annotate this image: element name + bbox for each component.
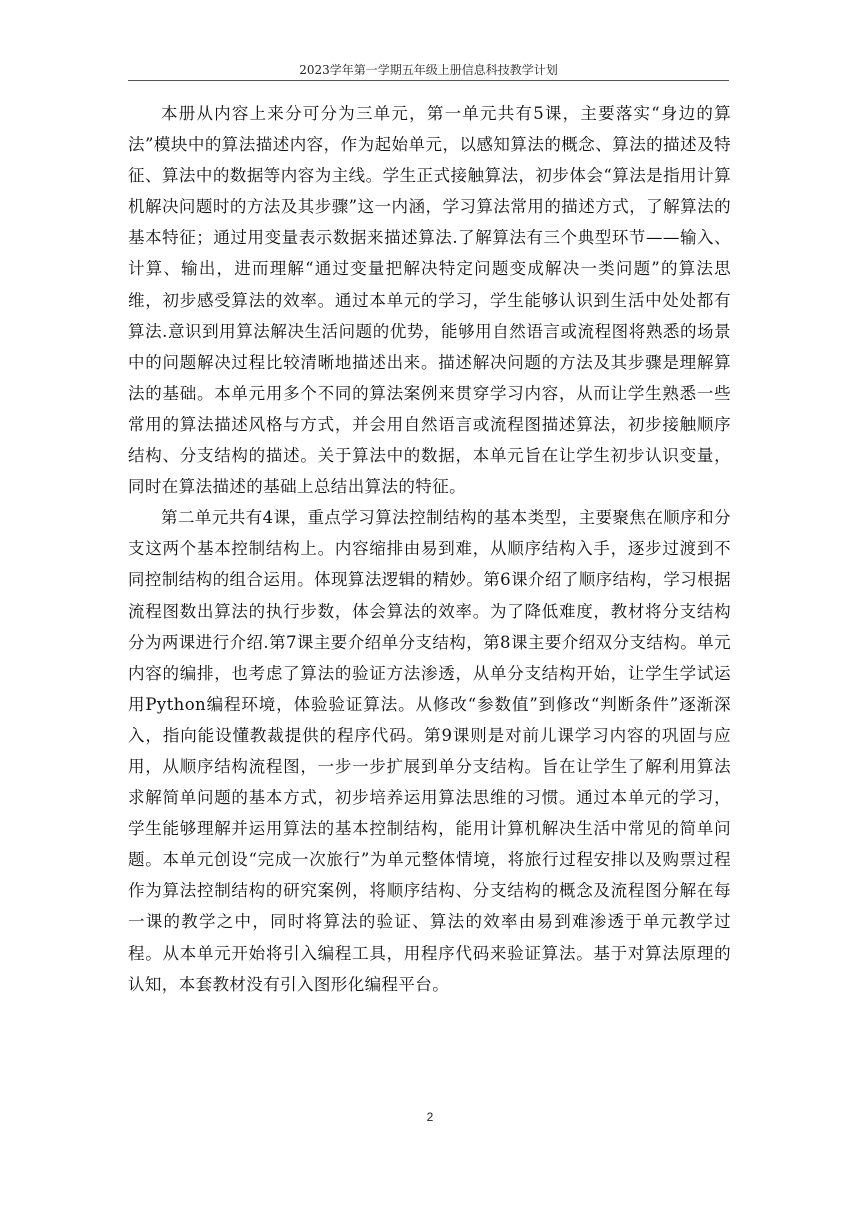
paragraph-unit-2: 第二单元共有4课，重点学习算法控制结构的基本类型，主要聚焦在顺序和分支这两个基本控制结构上。内容缩排由易到难，从顺序结构入手，逐步过渡到不同控制结构的组合运用。体现算法逻辑的精妙。第6课介绍了顺序结构，学习根据流程图数出算法的执行步数，体会算法的效率。为了降低难度，教材将分支结构分为两课进行介绍.第7课主要介绍单分支结构，第8课主要介绍双分支结构。单元内容的编排，也考虑了算法的验证方法渗透，从单分支结构开始，让学生学试运用Python编程环境，体验验证算法。从修改“参数值”到修改“判断条件”逐渐深入，指向能设懂教裁提供的程序代码。第9课则是对前儿课学习内容的巩固与应用，从顺序结构流程图，一步一步扩展到单分支结构。旨在让学生了解利用算法求解简单问题的基本方式，初步培养运用算法思维的习惯。通过本单元的学习，学生能够理解并运用算法的基本控制结构，能用计算机解决生活中常见的简单问题。本单元创设“完成一次旅行”为单元整体情境，将旅行过程安排以及购票过程作为算法控制结构的研究案例，将顺序结构、分支结构的概念及流程图分解在每一课的教学之中，同时将算法的验证、算法的效率由易到难渗透于单元教学过程。从本单元开始将引入编程工具，用程序代码来验证算法。基于对算法原理的认知，本套教材没有引入图形化编程平台。 xyxy=(128,508,731,994)
paragraph-unit-1: 本册从内容上来分可分为三单元，第一单元共有5课，主要落实“身边的算法”模块中的算法描述内容，作为起始单元，以感知算法的概念、算法的描述及特征、算法中的数据等内容为主线。学生正式接触算法，初步体会“算法是指用计算机解决问题时的方法及其步骤”这一内涵，学习算法常用的描述方式，了解算法的基本特征；通过用变量表示数据来描述算法.了解算法有三个典型环节——输入、计算、输出，进而理解“通过变量把解决特定问题变成解决一类问题”的算法思维，初步感受算法的效率。通过本单元的学习，学生能够认识到生活中处处都有算法.意识到用算法解决生活问题的优势，能够用自然语言或流程图将熟悉的场景中的问题解决过程比较清晰地描述出来。描述解决问题的方法及其步骤是理解算法的基础。本单元用多个不同的算法案例来贯穿学习内容，从而让学生熟悉一些常用的算法描述风格与方式，并会用自然语言或流程图描述算法，初步接触顺序结构、分支结构的描述。关于算法中的数据，本单元旨在让学生初步认识变量，同时在算法描述的基础上总结出算法的特征。 xyxy=(128,104,731,497)
header-divider xyxy=(128,80,729,81)
page-header: 2023学年第一学期五年级上册信息科技教学计划 xyxy=(299,63,558,77)
document-body xyxy=(128,98,731,1000)
page-number: 2 xyxy=(426,1110,434,1124)
